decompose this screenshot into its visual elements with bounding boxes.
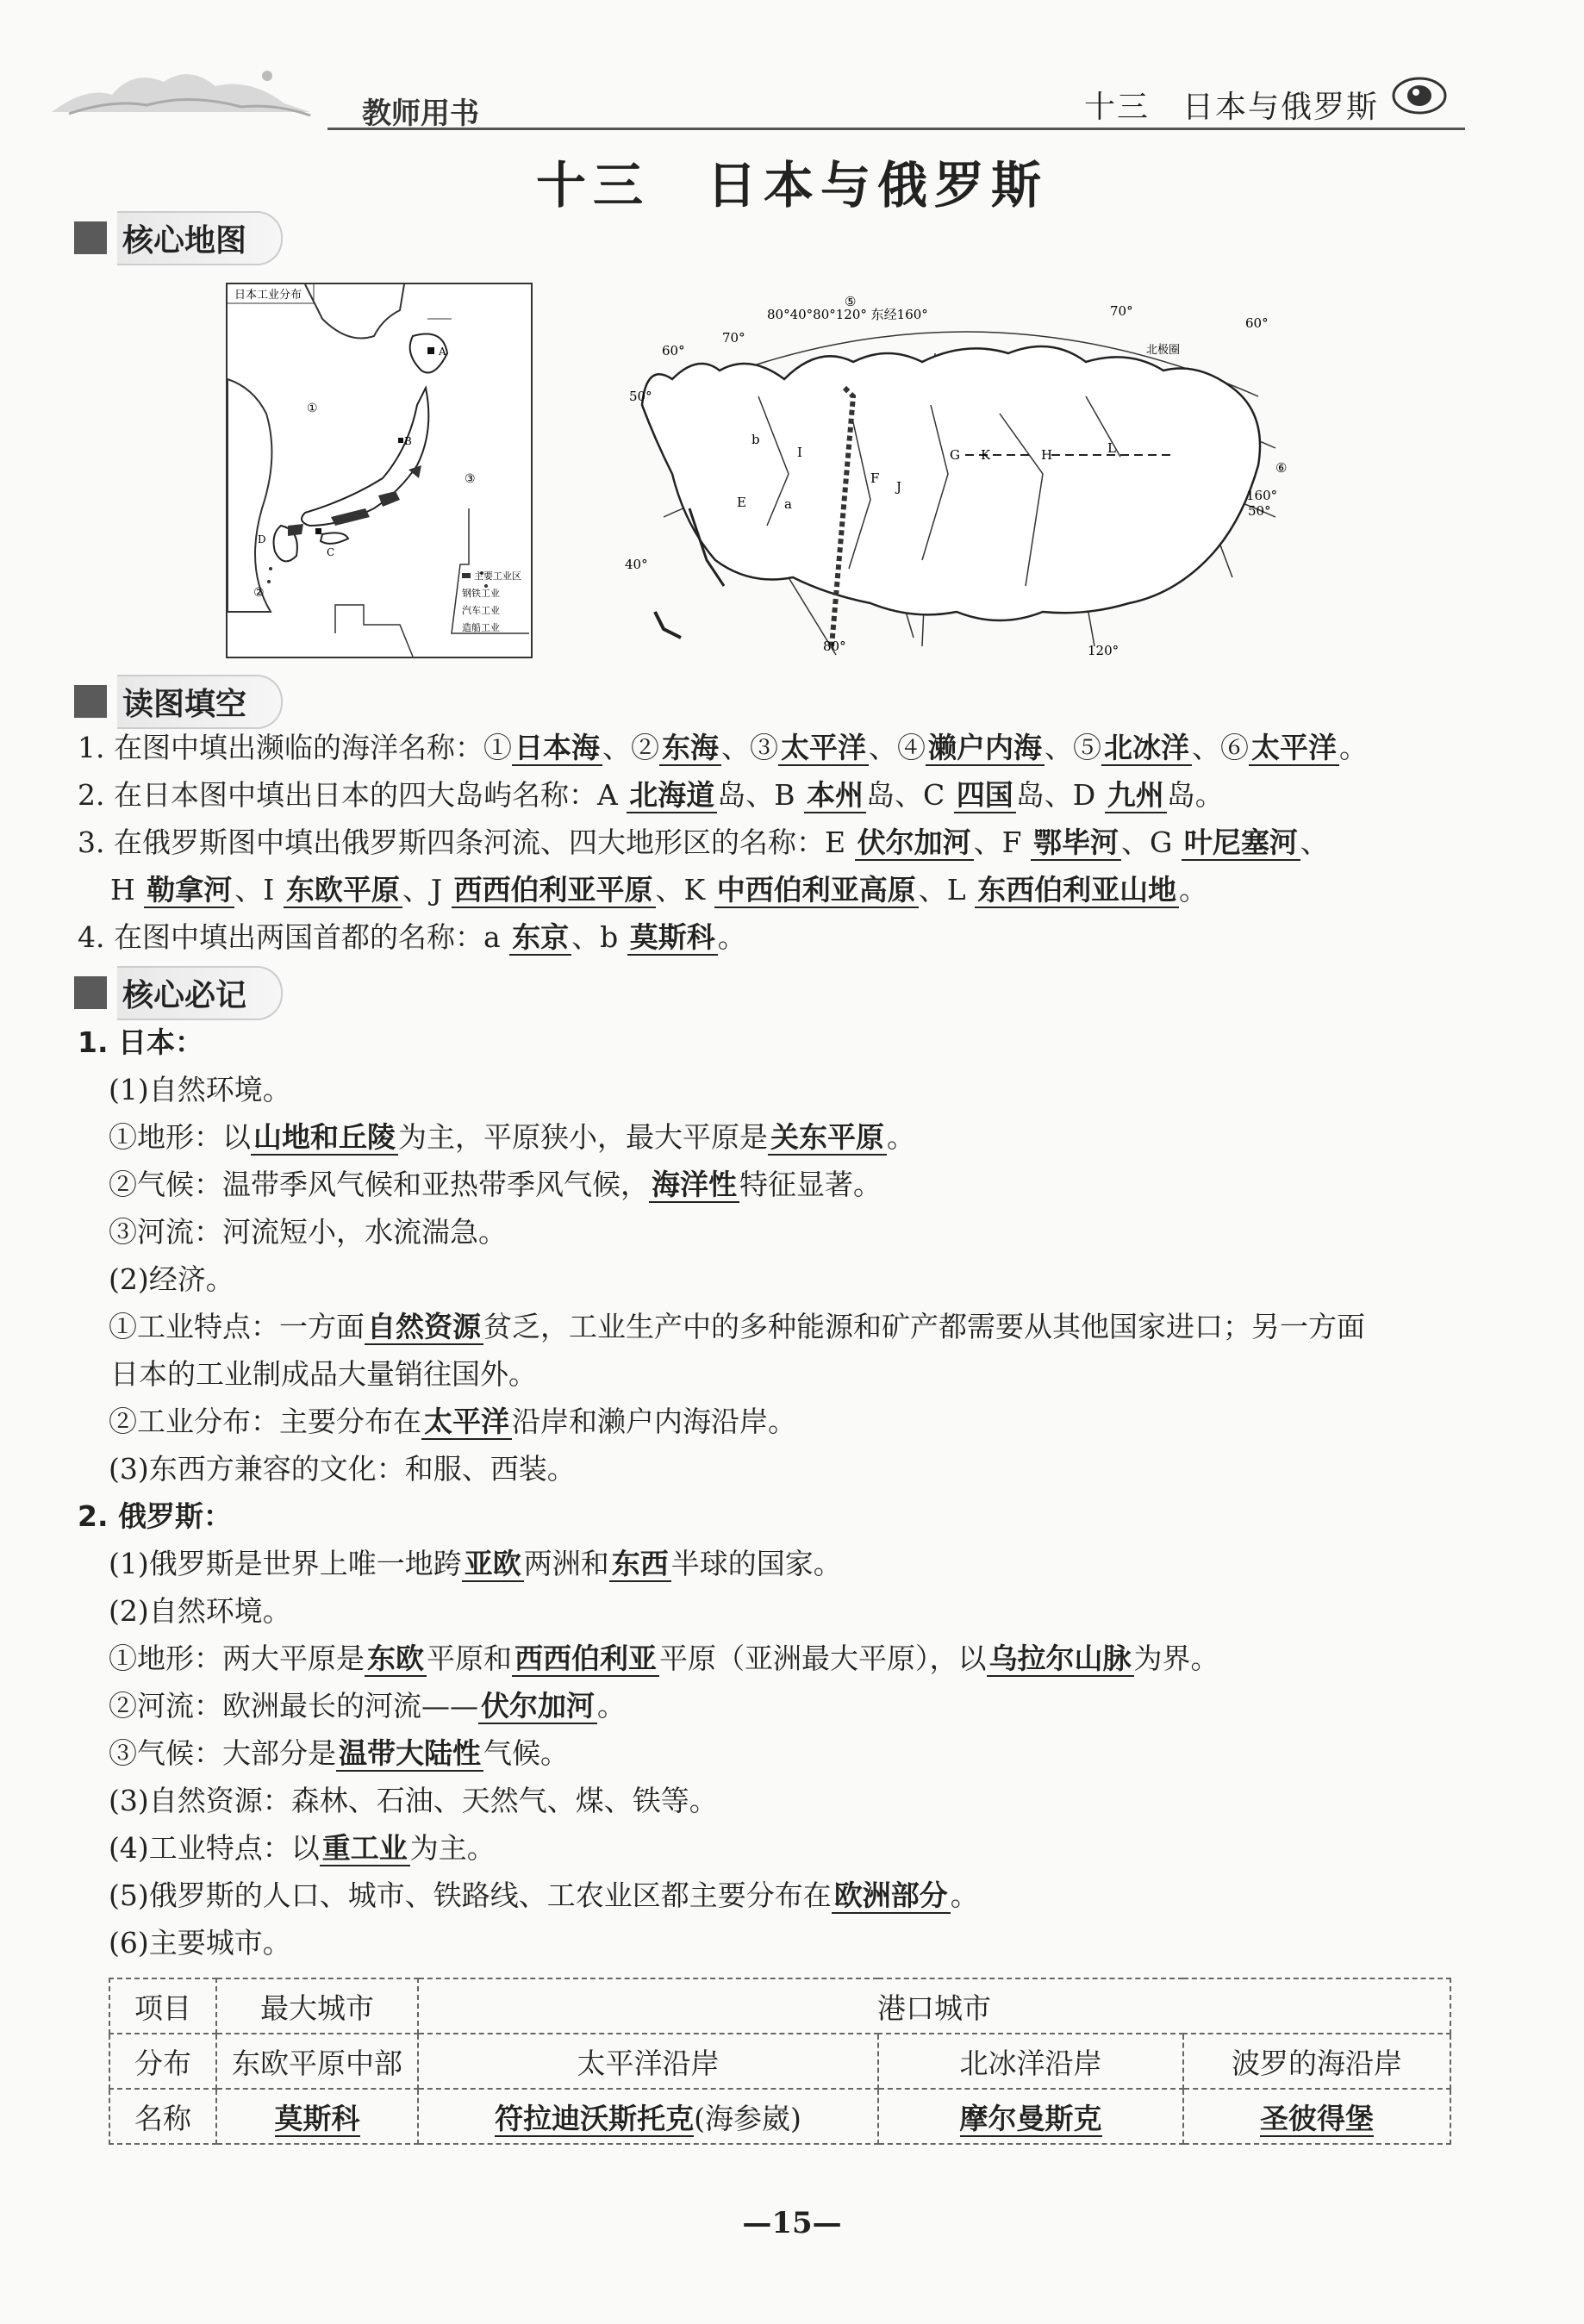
q3-text: 、L	[918, 873, 976, 907]
q2-text: 岛、D	[1015, 778, 1105, 812]
memo-line: ③河流：河流短小，水流湍急。	[109, 1215, 507, 1249]
russia-label-5: ⑤	[845, 294, 857, 309]
memo-text: (5)俄罗斯的人口、城市、铁路线、工农业区都主要分布在	[109, 1879, 832, 1912]
memo-text: ②河流：欧洲最长的河流——	[109, 1689, 478, 1723]
russia-label-g: G	[950, 447, 960, 463]
q4-text: 4. 在图中填出两国首都的名称：a	[78, 920, 510, 954]
memo-line	[109, 1879, 979, 1913]
memo-line	[109, 1831, 496, 1866]
table-row	[109, 1978, 1450, 2034]
russia-label-h: H	[1041, 447, 1053, 463]
answer-blank: 重工业	[320, 1831, 410, 1866]
memo-line	[109, 1405, 796, 1439]
shikoku-island	[321, 533, 348, 544]
answer-blank: 西西伯利亚平原	[452, 873, 656, 908]
memo-line	[109, 1642, 1219, 1676]
fill-q4	[78, 920, 746, 955]
q2-text: 岛、C	[866, 778, 954, 812]
memo-text: 平原和	[427, 1642, 512, 1675]
q1-mark: 、④	[868, 731, 926, 764]
answer-blank: 山地和丘陵	[251, 1120, 398, 1156]
arctic-circle-label: 北极圈	[1146, 344, 1181, 357]
russia-label-40: 40°	[625, 557, 648, 572]
section-square-icon	[74, 976, 107, 1009]
memo-text: 气候。	[483, 1736, 569, 1770]
answer-blank: 日本海	[512, 731, 602, 766]
memo-text: 为主，平原狭小，最大平原是	[398, 1120, 768, 1154]
answer-blank: 勒拿河	[144, 873, 234, 908]
fill-q1	[78, 731, 1368, 765]
memo-text: ②气候：温带季风气候和亚热带季风气候，	[109, 1168, 649, 1201]
page-header	[52, 52, 1465, 134]
russia-label-j: J	[896, 479, 902, 495]
q1-mark: 、⑤	[1044, 731, 1101, 764]
answer-blank: 西西伯利亚	[512, 1642, 659, 1677]
memo-text: ①工业特点：一方面	[109, 1310, 365, 1343]
table-cell: 名称	[109, 2089, 216, 2144]
q1-mark: 、③	[720, 731, 778, 764]
section-label: 核心地图	[117, 211, 283, 265]
legend-auto: 汽车工业	[462, 605, 500, 616]
memo-text: 平原（亚洲最大平原），以	[659, 1642, 987, 1675]
memo-text: ②工业分布：主要分布在	[109, 1405, 421, 1438]
japan-mark-a: A	[439, 346, 446, 358]
table-cell: 项目	[109, 1978, 216, 2034]
fill-q3b	[110, 873, 1207, 907]
q2-text: 2. 在日本图中填出日本的四大岛屿名称：A	[78, 778, 627, 812]
russia-label-k: K	[981, 447, 991, 463]
memo-text: 。	[887, 1120, 915, 1154]
table-cell	[1183, 2089, 1450, 2144]
answer-blank: 关东平原	[768, 1120, 887, 1156]
memo-line: (1)自然环境。	[109, 1073, 291, 1106]
russia-label-e: E	[737, 495, 746, 510]
memo-text: 特征显著。	[739, 1168, 882, 1201]
section-label: 核心必记	[117, 966, 283, 1020]
answer-blank: 温带大陆性	[336, 1736, 483, 1772]
answer-blank: 海洋性	[649, 1168, 739, 1203]
answer-blank: 本州	[804, 778, 866, 813]
q1-mark: 、⑥	[1191, 731, 1249, 764]
answer-blank: 东西	[609, 1547, 671, 1582]
answer-blank: 鄂毕河	[1031, 826, 1121, 861]
header-rule	[327, 128, 1465, 130]
memo-text: (4)工业特点：以	[109, 1831, 320, 1865]
answer-blank: 九州	[1105, 778, 1167, 813]
memo-line	[109, 1689, 626, 1723]
answer-blank: 叶尼塞河	[1182, 826, 1300, 861]
answer-blank: 东西伯利亚山地	[975, 873, 1179, 908]
memo-text: (1)俄罗斯是世界上唯一地跨	[109, 1547, 462, 1580]
section-read-fill	[74, 679, 283, 724]
answer-blank: 东京	[509, 920, 571, 956]
legend-industry-zone: 主要工业区	[474, 570, 521, 582]
table-cell: 北冰洋沿岸	[878, 2034, 1183, 2089]
memo-text: 沿岸和濑户内海沿岸。	[512, 1405, 796, 1438]
q3-text: 、	[1300, 826, 1329, 859]
memo-text: 两洲和	[523, 1547, 609, 1580]
table-row	[109, 2034, 1450, 2089]
answer-blank: 伏尔加河	[855, 826, 974, 861]
russia-label-6: ⑥	[1275, 460, 1288, 476]
q3-text: 、J	[402, 873, 452, 907]
section-square-icon	[74, 221, 107, 254]
page-title: 十三 日本与俄罗斯	[535, 156, 1048, 215]
q3-text: H	[110, 873, 145, 907]
russia-label-b: b	[751, 432, 760, 447]
q4-text: 、b	[571, 920, 627, 954]
cities-table	[109, 1978, 1451, 2145]
japan-industry-map	[226, 283, 533, 658]
answer-blank: 东欧	[365, 1642, 427, 1677]
japan-mark-d: D	[258, 533, 266, 545]
fill-q2	[78, 778, 1224, 813]
q3-text: 3. 在俄罗斯图中填出俄罗斯四条河流、四大地形区的名称：E	[78, 826, 855, 859]
answer-blank: 圣彼得堡	[1260, 2101, 1374, 2135]
memo-line: 日本的工业制成品大量销往国外。	[110, 1357, 537, 1391]
q3-text: 、K	[655, 873, 714, 907]
answer-blank: 莫斯科	[627, 920, 718, 956]
section-core-map	[74, 215, 283, 260]
russia-top-labels: 80°40°80°120° 东经160°	[767, 307, 928, 322]
memo-line: (3)东西方兼容的文化：和服、西装。	[109, 1452, 576, 1486]
memo-text: ③气候：大部分是	[109, 1736, 336, 1770]
russia-label-i: I	[797, 445, 802, 460]
table-cell: 分布	[109, 2034, 216, 2089]
russia-label-120: 120°	[1088, 643, 1119, 658]
russia-outline	[642, 346, 1260, 620]
japan-mark-sea1: ①	[307, 402, 318, 415]
answer-blank: 符拉迪沃斯托克	[495, 2101, 695, 2135]
japan-mark-sea2: ②	[253, 586, 265, 600]
answer-blank: 太平洋	[778, 731, 869, 766]
table-cell: 港口城市	[418, 1978, 1450, 2034]
q1-mark: 、②	[602, 731, 659, 764]
table-cell: 太平洋沿岸	[418, 2034, 878, 2089]
q1-mark: ①	[483, 731, 512, 764]
memo-text: 为界。	[1133, 1642, 1219, 1675]
q2-text: 岛。	[1166, 778, 1224, 812]
q1-mark: 。	[1338, 731, 1368, 764]
russia-label-50: 50°	[629, 389, 652, 404]
teacher-book-label: 教师用书	[362, 97, 479, 131]
answer-blank: 四国	[954, 778, 1016, 813]
answer-blank: 亚欧	[462, 1547, 524, 1582]
memo-line: (2)经济。	[109, 1262, 234, 1296]
japan-mark-c: C	[327, 546, 335, 558]
mainland-coast	[228, 379, 271, 612]
russia-label-f: F	[870, 470, 880, 486]
russia-label-70w: 70°	[722, 330, 745, 346]
memo-text: ①地形：两大平原是	[109, 1642, 365, 1675]
memo-text: 贫乏，工业生产中的多种能源和矿产都需要从其他国家进口；另一方面	[483, 1310, 1365, 1343]
table-cell	[878, 2089, 1183, 2144]
q3-text: 、I	[234, 873, 284, 907]
answer-blank: 欧洲部分	[832, 1879, 951, 1914]
answer-blank: 东海	[659, 731, 721, 766]
answer-blank: 莫斯科	[274, 2101, 360, 2135]
russia-label-l: L	[1107, 440, 1116, 456]
russia-label-80: 80°	[823, 639, 846, 654]
answer-blank: 乌拉尔山脉	[987, 1642, 1134, 1677]
russia-label-50e: 50°	[1248, 503, 1271, 519]
russia-label-160: 160°	[1246, 488, 1278, 503]
answer-blank: 濑户内海	[926, 731, 1045, 766]
memo-line	[109, 1310, 1365, 1344]
japan-map-title: 日本工业分布	[234, 289, 302, 302]
q3-text: 、G	[1120, 826, 1182, 859]
table-row	[109, 2089, 1450, 2144]
answer-blank: 东欧平原	[284, 873, 402, 908]
answer-blank: 太平洋	[1249, 731, 1339, 766]
eye-logo-icon	[1391, 74, 1448, 117]
q2-text: 岛、B	[717, 778, 805, 812]
q3-text: 。	[1179, 873, 1208, 907]
mountain-logo-icon	[52, 52, 310, 129]
memo-line	[109, 1168, 882, 1202]
table-cell: 东欧平原中部	[216, 2034, 418, 2089]
memo-line: (2)自然环境。	[109, 1594, 291, 1628]
japan-mark-b: B	[404, 435, 412, 447]
answer-blank: 北海道	[627, 778, 717, 813]
memo-line	[109, 1547, 842, 1581]
memo-line	[109, 1120, 915, 1155]
section-square-icon	[74, 685, 107, 718]
q3-text: 、F	[973, 826, 1031, 859]
fill-q3a	[78, 826, 1329, 860]
answer-blank: 伏尔加河	[478, 1689, 597, 1724]
russia-label-70e: 70°	[1110, 303, 1133, 319]
table-cell: 最大城市	[216, 1978, 418, 2034]
russia-label-a: a	[784, 496, 792, 512]
answer-blank: 北冰洋	[1101, 731, 1192, 766]
memo-line	[109, 1736, 569, 1771]
legend-ship: 造船工业	[462, 622, 500, 633]
table-cell	[216, 2089, 418, 2144]
section-label: 读图填空	[117, 675, 283, 729]
russia-heading: 2. 俄罗斯：	[78, 1499, 232, 1533]
memo-text: ①地形：以	[109, 1120, 251, 1154]
russia-label-60e: 60°	[1245, 315, 1269, 331]
answer-blank: 摩尔曼斯克	[959, 2101, 1102, 2135]
memo-line: (6)主要城市。	[109, 1926, 291, 1960]
memo-text: 为主。	[409, 1831, 496, 1865]
page-number: —15—	[742, 2206, 842, 2240]
russia-map	[625, 294, 1293, 664]
memo-text: 。	[597, 1689, 626, 1723]
japan-heading: 1. 日本：	[78, 1025, 203, 1059]
russia-label-60w: 60°	[662, 343, 685, 358]
japan-mark-sea3: ③	[465, 472, 476, 486]
table-note: (海参崴)	[694, 2101, 801, 2135]
answer-blank: 太平洋	[421, 1405, 512, 1440]
chapter-label: 十三 日本与俄罗斯	[1083, 90, 1379, 125]
answer-blank: 自然资源	[365, 1310, 483, 1345]
q4-text: 。	[717, 920, 746, 954]
memo-line: (3)自然资源：森林、石油、天然气、煤、铁等。	[109, 1784, 718, 1817]
honshu-island	[302, 388, 428, 526]
legend-steel: 钢铁工业	[462, 588, 500, 599]
answer-blank: 中西伯利亚高原	[714, 873, 919, 908]
memo-text: 。	[950, 1879, 979, 1912]
memo-text: 半球的国家。	[670, 1547, 842, 1580]
q1-text: 1. 在图中填出濒临的海洋名称：	[78, 731, 483, 764]
table-cell	[418, 2089, 878, 2144]
table-cell: 波罗的海沿岸	[1183, 2034, 1450, 2089]
section-core-memo	[74, 970, 283, 1015]
